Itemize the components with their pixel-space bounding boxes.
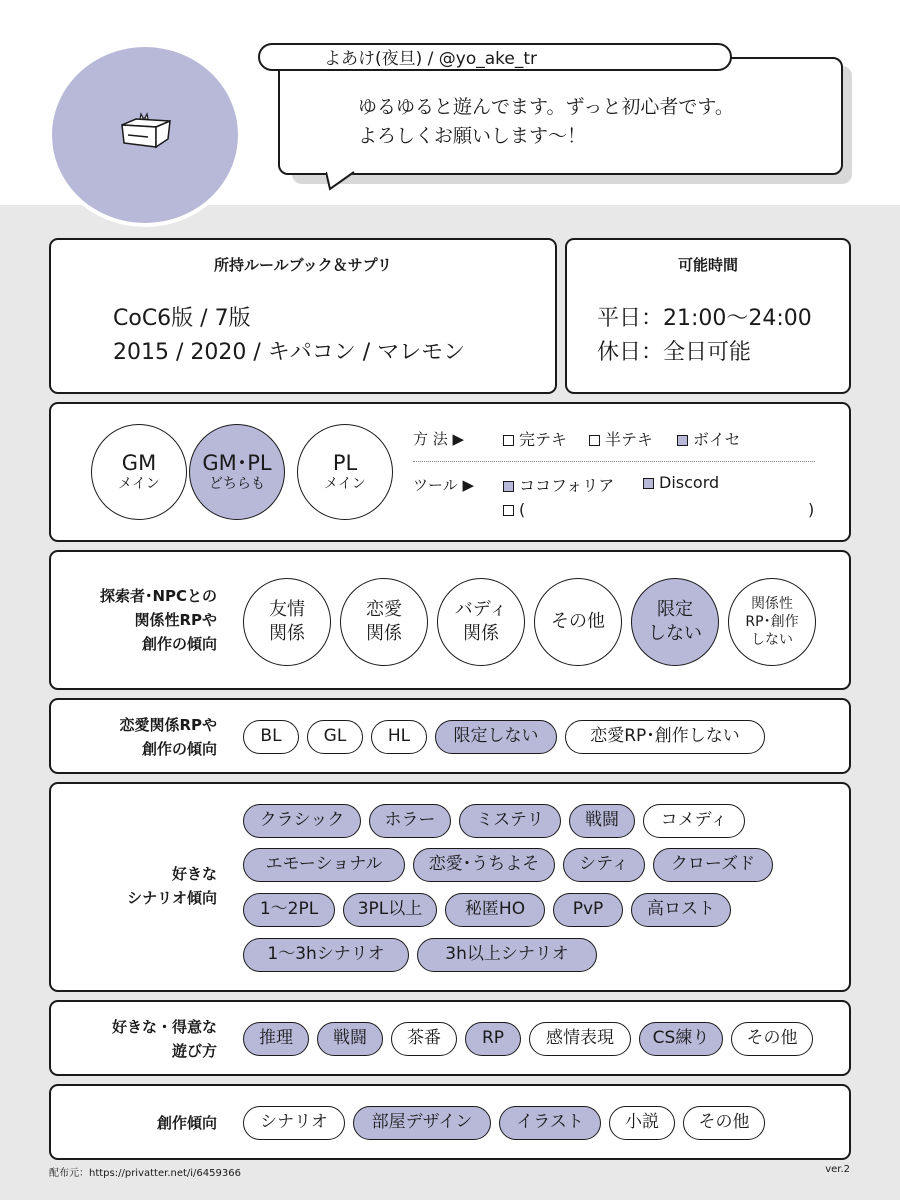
scenario-option[interactable]: 1〜2PL (243, 893, 335, 927)
playstyle-panel (49, 1000, 851, 1076)
relationship-option-label: 限定 しない (648, 599, 702, 644)
relationship-option[interactable] (437, 578, 525, 666)
romance-option[interactable]: GL (307, 720, 363, 754)
box-cat-icon (118, 107, 174, 151)
role-option-title: GM (121, 451, 157, 475)
role-option-sub: メイン (324, 476, 366, 492)
weekday-time: 平日：21:00〜24:00 (597, 306, 812, 331)
relationship-option[interactable] (728, 578, 816, 666)
relationship-option[interactable] (631, 578, 719, 666)
checkbox (503, 435, 514, 446)
romance-option[interactable]: HL (371, 720, 427, 754)
other-tool-close: ) (808, 500, 815, 519)
romance-option[interactable]: BL (243, 720, 299, 754)
tool-option[interactable] (643, 473, 719, 492)
playstyle-option[interactable]: 戦闘 (317, 1022, 383, 1056)
available-time-title: 可能時間 (677, 256, 738, 274)
relationship-option[interactable] (340, 578, 428, 666)
tool-option-label: ココフォリア (519, 476, 615, 495)
scenario-panel (49, 782, 851, 992)
scenario-option[interactable]: クローズド (653, 848, 773, 882)
rulebook-line-1: CoC6版 / 7版 (113, 306, 251, 331)
available-time-panel (565, 238, 851, 394)
scenario-option[interactable]: 3PL以上 (343, 893, 437, 927)
scenario-option[interactable]: シティ (563, 848, 645, 882)
playstyle-option[interactable]: 茶番 (391, 1022, 457, 1056)
profile-message: ゆるゆると遊んでます。ずっと初心者です。 よろしくお願いします〜！ (358, 96, 734, 147)
role-option-title: GM･PL (202, 451, 272, 475)
creative-option[interactable]: 小説 (609, 1106, 675, 1140)
holiday-time: 休日：全日可能 (597, 340, 752, 365)
method-option-label: 半テキ (605, 430, 654, 449)
method-label: 方 法 ▶ (413, 430, 465, 448)
checkbox (589, 435, 600, 446)
method-option[interactable] (589, 427, 653, 450)
playstyle-option[interactable]: その他 (731, 1022, 813, 1056)
role-option[interactable] (297, 424, 393, 520)
relationship-option-label: その他 (551, 611, 605, 632)
relationship-panel (49, 550, 851, 690)
creative-option[interactable]: イラスト (499, 1106, 601, 1140)
creative-option[interactable]: シナリオ (243, 1106, 345, 1140)
role-option-title: PL (332, 451, 358, 475)
playstyle-option[interactable]: 感情表現 (529, 1022, 631, 1056)
scenario-option[interactable]: PvP (553, 893, 623, 927)
creative-option[interactable]: その他 (683, 1106, 765, 1140)
other-tool-option[interactable]: ( (503, 500, 525, 519)
method-option-label: 完テキ (519, 430, 568, 449)
relationship-option-label: 恋愛 関係 (366, 599, 402, 644)
scenario-label: 好きな シナリオ傾向 (127, 865, 217, 907)
checkbox (677, 435, 688, 446)
playstyle-option[interactable]: RP (465, 1022, 521, 1056)
rulebook-title: 所持ルールブック＆サプリ (213, 256, 393, 274)
scenario-option[interactable]: ミステリ (459, 804, 561, 838)
footer-source: 配布元：https://privatter.net/i/6459366 (49, 1168, 241, 1179)
scenario-option[interactable]: 高ロスト (631, 893, 731, 927)
relationship-option[interactable] (243, 578, 331, 666)
checkbox (503, 481, 514, 492)
avatar (52, 47, 238, 223)
relationship-label: 探索者･NPCとの 関係性RPや 創作の傾向 (99, 587, 217, 653)
bubble-tail (326, 171, 356, 191)
playstyle-option[interactable]: 推理 (243, 1022, 309, 1056)
checkbox (503, 505, 514, 516)
profile-name: よあけ(夜旦) / @yo_ake_tr (258, 43, 732, 71)
relationship-option-label: 関係性 RP･創作 しない (745, 596, 799, 648)
scenario-option[interactable]: コメディ (643, 804, 745, 838)
scenario-option[interactable]: 3h以上シナリオ (417, 938, 597, 972)
role-option-sub: どちらも (209, 476, 265, 492)
creative-label: 創作傾向 (156, 1114, 217, 1132)
scenario-option[interactable]: 秘匿HO (445, 893, 545, 927)
role-option[interactable] (189, 424, 285, 520)
scenario-option[interactable]: 恋愛･うちよそ (413, 848, 555, 882)
scenario-option[interactable]: エモーショナル (243, 848, 405, 882)
rulebook-line-2: 2015 / 2020 / キパコン / マレモン (113, 340, 466, 365)
divider (413, 461, 815, 462)
romance-panel (49, 698, 851, 774)
role-option-sub: メイン (118, 476, 160, 492)
scenario-option[interactable]: 戦闘 (569, 804, 635, 838)
scenario-option[interactable]: ホラー (369, 804, 451, 838)
method-option-label: ボイセ (693, 430, 741, 449)
tool-option[interactable] (503, 473, 614, 496)
method-option[interactable] (503, 427, 567, 450)
creative-panel (49, 1084, 851, 1160)
relationship-option-label: バディ 関係 (454, 599, 508, 644)
tool-option-label: Discord (659, 473, 720, 492)
romance-label: 恋愛関係RPや 創作の傾向 (119, 716, 217, 758)
relationship-option-label: 友情 関係 (269, 599, 305, 644)
creative-option[interactable]: 部屋デザイン (353, 1106, 491, 1140)
footer-version: ver.2 (825, 1164, 850, 1175)
romance-option[interactable]: 限定しない (435, 720, 557, 754)
scenario-option[interactable]: クラシック (243, 804, 361, 838)
rulebook-panel (49, 238, 557, 394)
romance-option[interactable]: 恋愛RP･創作しない (565, 720, 765, 754)
checkbox (643, 478, 654, 489)
method-option[interactable] (677, 427, 741, 450)
tool-label: ツール ▶ (413, 476, 475, 494)
playstyle-option[interactable]: CS練り (639, 1022, 723, 1056)
relationship-option[interactable] (534, 578, 622, 666)
playstyle-label: 好きな・得意な 遊び方 (111, 1018, 217, 1060)
scenario-option[interactable]: 1〜3hシナリオ (243, 938, 409, 972)
message-bubble (278, 57, 843, 175)
role-panel (49, 402, 851, 542)
role-option[interactable] (91, 424, 187, 520)
